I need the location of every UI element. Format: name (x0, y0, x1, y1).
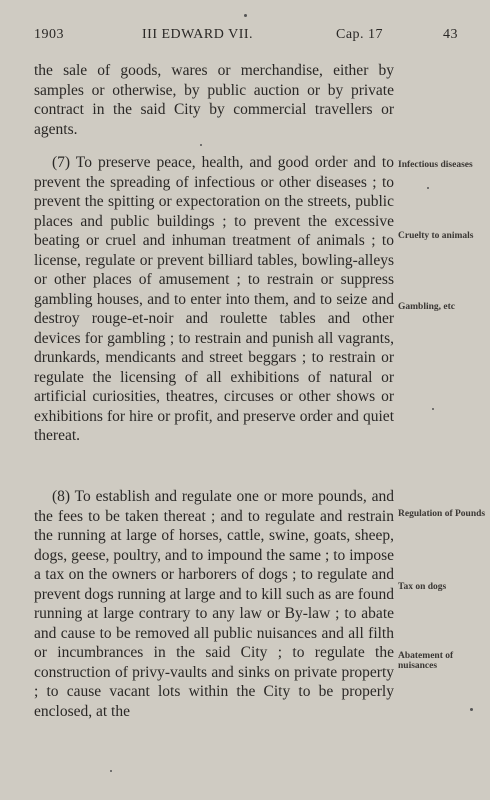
header-title: III EDWARD VII. (142, 27, 254, 42)
margin-note-infectious-diseases: Infectious diseases (398, 160, 473, 170)
running-header (34, 27, 458, 47)
paper-speck (432, 408, 434, 410)
header-year: 1903 (34, 27, 64, 42)
page-number: 43 (443, 27, 458, 42)
margin-note-abatement-of-nuisances: Abatement of nuisances (398, 651, 454, 671)
header-chapter: Cap. 17 (336, 27, 384, 42)
margin-note-gambling: Gambling, etc (398, 302, 455, 312)
paper-speck (427, 187, 429, 189)
paper-speck (470, 708, 473, 711)
margin-note-cruelty-to-animals: Cruelty to animals (398, 231, 474, 241)
margin-note-regulation-of-pounds: Regulation of Pounds (398, 509, 486, 519)
paragraph-7: (7) To preserve peace, health, and good order and to prevent the spreading of infectious or other diseases ; to prevent the spitting or expectoration on the streets, public places and public buildings ; to prevent the excessive beating or cruel and inhuman treatment of animals ; to license, regulate or prevent billiard tables, bowling-alleys or other places of amusement ; to restrain or suppress gambling houses, and to enter into them, and to seize and destroy rouge-et-noir and roulette tables and other devices for gambling ; to restrain and punish all vagrants, drunkards, mendicants and street beggars ; to restrain or regulate the licensing of all exhibitions of natural or artificial curiosities, theatres, circuses or other shows or exhibitions for hire or profit, and preserve order and quiet thereat. (34, 154, 394, 444)
paragraph-8: (8) To establish and regulate one or more pounds, and the fees to be taken thereat ; and to regulate and restrain the running at large of horses, cattle, swine, goats, sheep, dogs, geese, poultry, and to impound the same ; to impose a tax on the owners or harborers of dogs ; to regulate and prevent dogs running at large and to kill such as are found running at large contrary to any law or By-law ; to abate and cause to be removed all public nuisances and all filth or incumbrances in the said City ; to regulate the construction of privy-vaults and sinks on private property ; to cause vacant lots within the City to be properly enclosed, at the (34, 488, 394, 720)
paper-speck (200, 144, 202, 146)
paragraph-continuation: the sale of goods, wares or merchandise, either by samples or otherwise, by public auction or by private contract in the said City by commercial travellers or agents. (34, 62, 394, 138)
paper-speck (110, 770, 112, 772)
margin-note-tax-on-dogs: Tax on dogs (398, 582, 447, 592)
paper-speck (244, 14, 247, 17)
